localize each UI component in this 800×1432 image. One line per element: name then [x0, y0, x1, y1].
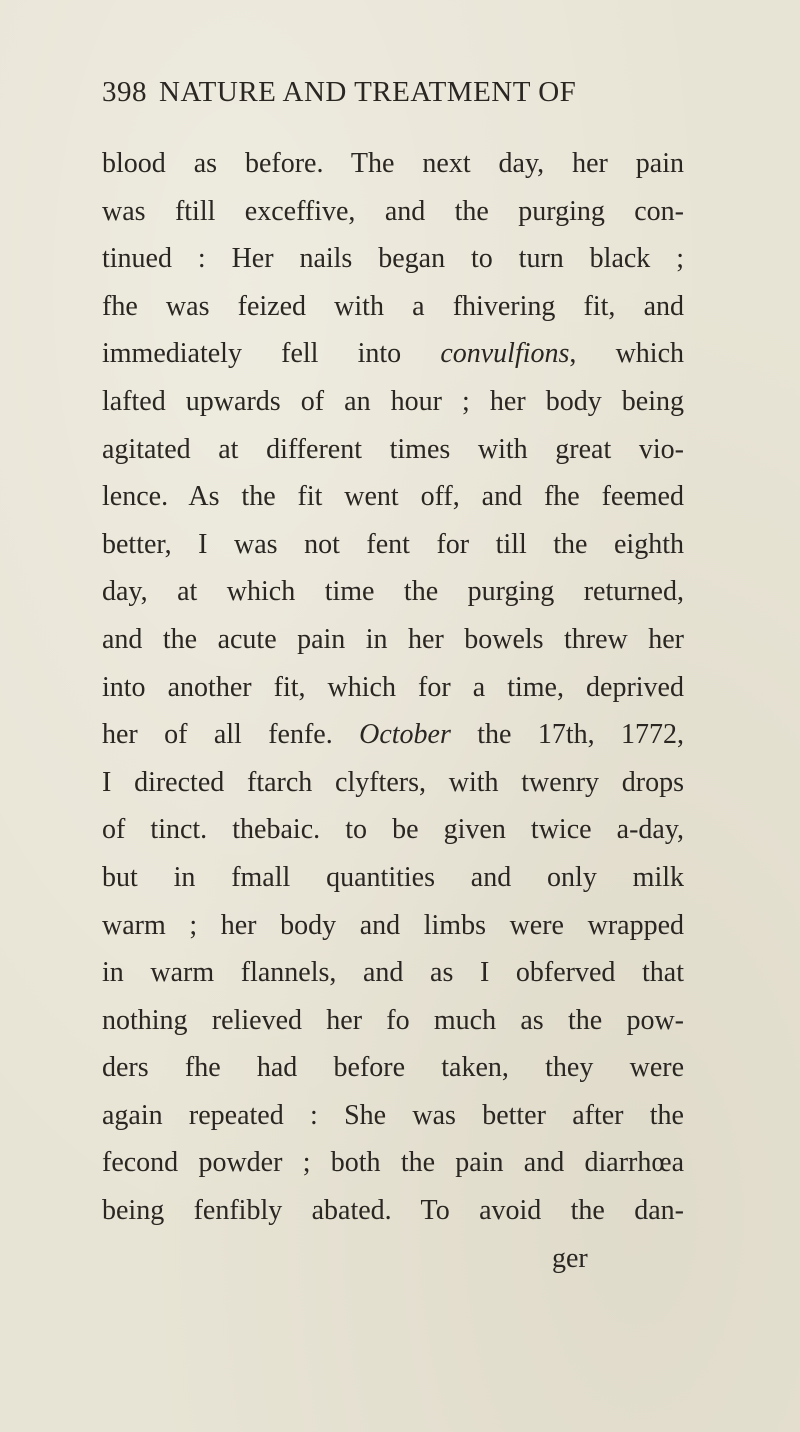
text-line [102, 330, 684, 378]
text-line: warm ; her body and limbs were wrapped [102, 909, 684, 941]
text-line: fecond powder ; both the pain and diarrhœa [102, 1147, 684, 1179]
text-line: of tinct. thebaic. to be given twice a-day, [102, 814, 684, 846]
page-number: 398 [102, 76, 147, 108]
italic-term: convulfions [440, 338, 570, 370]
text-line: agitated at different times with great vio- [102, 433, 684, 465]
catchword: ger [552, 1242, 588, 1274]
text-line: was ftill exceffive, and the purging con- [102, 195, 684, 227]
text-line: being fenfibly abated. To avoid the dan- [102, 1195, 684, 1227]
text-line: but in fmall quantities and only milk [102, 861, 684, 893]
body-text [102, 140, 684, 1282]
italic-date: October [359, 719, 451, 751]
text-line: tinued : Her nails began to turn black ; [102, 243, 684, 275]
text-line: and the acute pain in her bowels threw her [102, 623, 684, 655]
text-line: blood as before. The next day, her pain [102, 148, 684, 179]
text-line [102, 711, 684, 759]
text-line: ders fhe had before taken, they were [102, 1052, 684, 1084]
text-line: lence. As the fit went off, and fhe feemed [102, 481, 684, 513]
text-line: again repeated : She was better after the [102, 1099, 684, 1131]
text-line: into another fit, which for a time, deprived [102, 671, 684, 703]
text-line: in warm flannels, and as I obferved that [102, 957, 684, 989]
page-header [102, 76, 662, 120]
text-segment: immediately fell into [102, 338, 441, 370]
text-line: I directed ftarch clyfters, with twenry drops [102, 766, 684, 798]
text-line: nothing relieved her fo much as the pow- [102, 1004, 684, 1036]
text-segment: the 17th, 1772, [450, 719, 684, 751]
text-segment: her of all fenfe. [102, 719, 360, 751]
running-title: NATURE AND TREATMENT OF [159, 76, 577, 108]
text-line: day, at which time the purging returned, [102, 576, 684, 608]
text-segment: , which [569, 338, 684, 370]
text-line: lafted upwards of an hour ; her body being [102, 385, 684, 417]
text-line: fhe was feized with a fhivering fit, and [102, 290, 684, 322]
text-line: better, I was not fent for till the eighth [102, 528, 684, 560]
